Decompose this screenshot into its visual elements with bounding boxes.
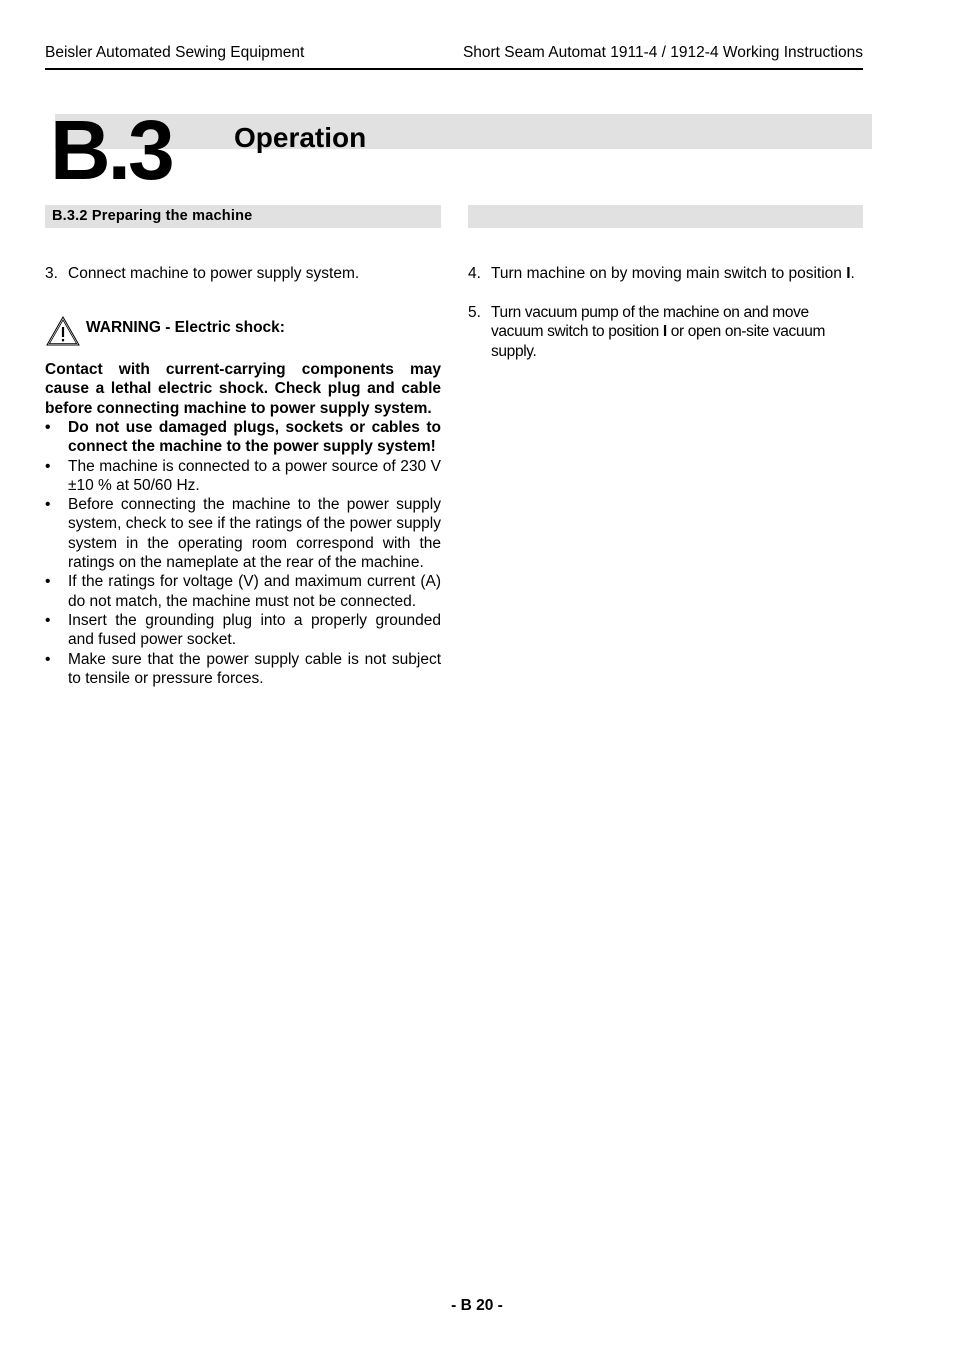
list-item: • Make sure that the power supply cable is not subject to tensile or pressure forces. bbox=[45, 650, 441, 687]
chapter-number: B.3 bbox=[50, 103, 172, 197]
section-bar-right bbox=[468, 205, 863, 228]
bullet-icon: • bbox=[45, 650, 51, 668]
warning-bullet-list bbox=[45, 418, 441, 688]
list-item: • The machine is connected to a power source of 230 V ±10 % at 50/60 Hz. bbox=[45, 457, 441, 494]
step-4-text: Turn machine on by moving main switch to position I. bbox=[491, 265, 855, 282]
warning-label: WARNING - Electric shock: bbox=[86, 319, 285, 336]
warning-heading bbox=[45, 315, 441, 345]
list-item: • Do not use damaged plugs, sockets or cables to connect the machine to the power supply system! bbox=[45, 419, 441, 456]
step-3 bbox=[45, 264, 441, 283]
left-column bbox=[45, 263, 441, 703]
list-item: • Insert the grounding plug into a properly grounded and fused power socket. bbox=[45, 611, 441, 649]
chapter-title: Operation bbox=[234, 122, 367, 153]
right-column bbox=[468, 263, 863, 363]
bullet-icon: • bbox=[45, 419, 51, 436]
step-4-number: 4. bbox=[468, 265, 481, 282]
step-5-number: 5. bbox=[468, 304, 481, 321]
step-5-text: Turn vacuum pump of the machine on and move vacuum switch to position I or open on-site vacuum supply. bbox=[491, 304, 826, 360]
step-5 bbox=[468, 303, 863, 361]
switch-position: I bbox=[662, 323, 667, 341]
warning-text: Contact with current-carrying components may cause a lethal electric shock. Check plug and cable before connecting machine to power supply system. bbox=[45, 361, 441, 417]
header-rule bbox=[45, 68, 863, 70]
list-item: • Before connecting the machine to the power supply system, check to see if the ratings of the power supply system in the operating room correspond with the ratings on the nameplate at the rear of the machine. bbox=[45, 496, 441, 572]
header-left: Beisler Automated Sewing Equipment bbox=[45, 44, 305, 61]
step-4 bbox=[468, 264, 863, 283]
step-3-text: Connect machine to power supply system. bbox=[68, 265, 360, 282]
step-3-number: 3. bbox=[45, 265, 58, 282]
bullet-icon: • bbox=[45, 457, 51, 475]
bullet-icon: • bbox=[45, 573, 51, 591]
section-title: B.3.2 Preparing the machine bbox=[52, 208, 253, 224]
bullet-icon: • bbox=[45, 496, 51, 514]
header-right: Short Seam Automat 1911-4 / 1912-4 Working Instructions bbox=[462, 44, 863, 61]
page-number: - B 20 - bbox=[451, 1297, 503, 1314]
bullet-icon: • bbox=[45, 611, 51, 629]
warning-triangle-icon bbox=[45, 315, 81, 347]
chapter-bar bbox=[55, 114, 872, 149]
switch-position: I bbox=[846, 265, 851, 282]
list-item: • If the ratings for voltage (V) and maximum current (A) do not match, the machine must not be connected. bbox=[45, 573, 441, 610]
